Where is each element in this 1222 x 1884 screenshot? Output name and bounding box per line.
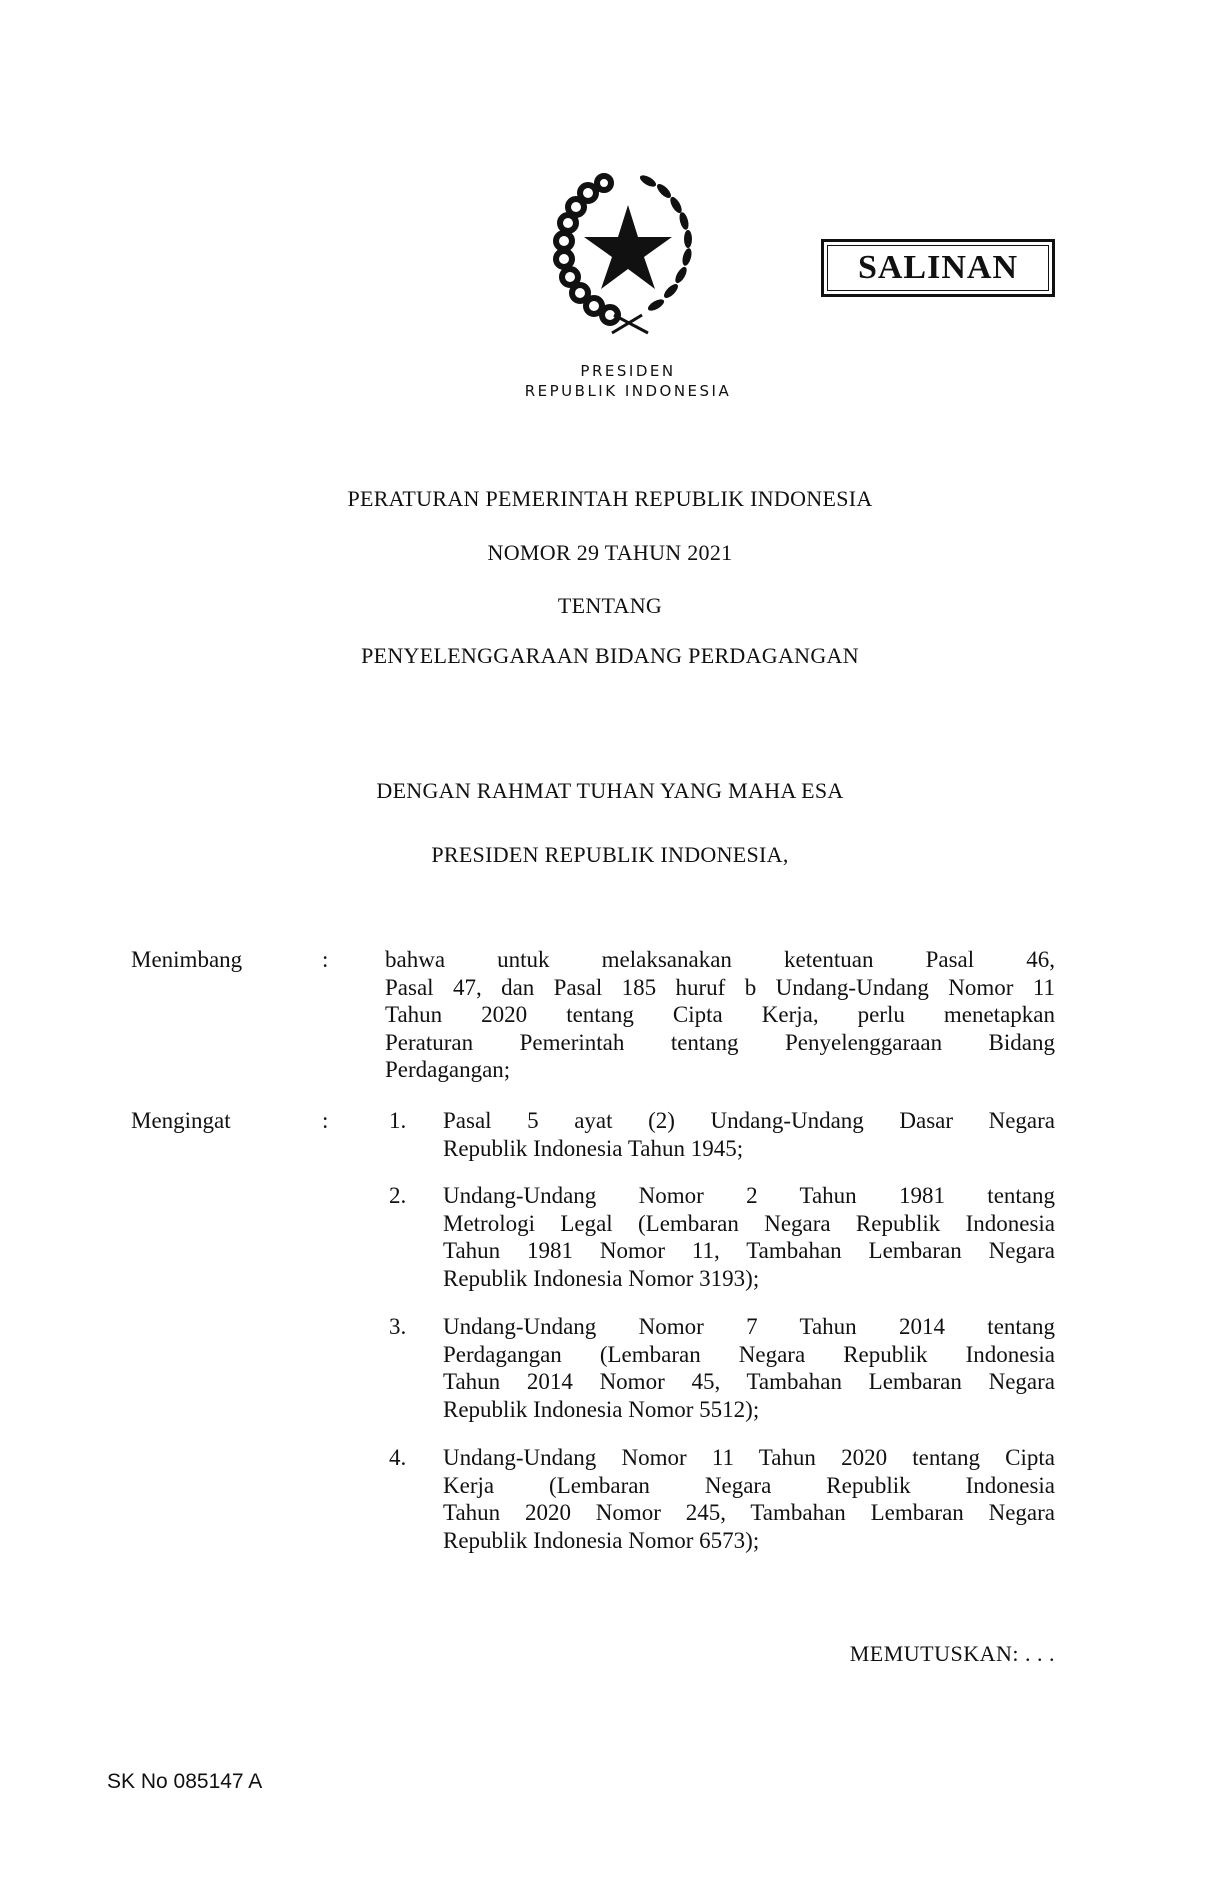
text-line: Republik Indonesia Nomor 5512); [443,1396,760,1422]
text-line: Pasal 5 ayat (2) Undang-Undang Dasar Negara [443,1108,1055,1133]
text-line: Undang-Undang Nomor 2 Tahun 1981 tentang [443,1183,1055,1208]
mengingat-label: Mengingat [131,1108,231,1133]
presidential-emblem-icon [548,165,708,337]
list-item-number: 4. [389,1445,407,1470]
text-line: Metrologi Legal (Lembaran Negara Republik Indonesia [443,1210,1055,1236]
text-line: Tahun 1981 Nomor 11, Tambahan Lembaran Negara [443,1238,1055,1263]
salinan-stamp: SALINAN [821,239,1055,297]
doc-tentang: TENTANG [557,593,663,618]
memutuskan-continuation: MEMUTUSKAN: . . . [849,1641,1055,1666]
text-line: Republik Indonesia Tahun 1945; [443,1135,744,1161]
preamble-presiden: PRESIDEN REPUBLIK INDONESIA, [431,842,789,867]
emblem-caption-republik: REPUBLIK INDONESIA [524,382,732,400]
mengingat-colon: : [322,1108,329,1133]
text-line: Tahun 2020 tentang Cipta Kerja, perlu menetapkan [385,1002,1055,1027]
menimbang-colon: : [322,947,329,972]
emblem-caption-presiden: PRESIDEN [580,362,676,380]
text-line: Perdagangan; [385,1057,511,1082]
text-line: Undang-Undang Nomor 7 Tahun 2014 tentang [443,1314,1055,1339]
preamble-rahmat: DENGAN RAHMAT TUHAN YANG MAHA ESA [376,778,844,803]
text-line: Tahun 2020 Nomor 245, Tambahan Lembaran Negara [443,1500,1055,1525]
menimbang-label: Menimbang [131,947,243,972]
doc-subject: PENYELENGGARAAN BIDANG PERDAGANGAN [361,643,859,668]
doc-number: NOMOR 29 TAHUN 2021 [487,540,733,565]
list-item-number: 3. [389,1314,407,1339]
text-line: Kerja (Lembaran Negara Republik Indonesia [443,1472,1055,1498]
list-item-number: 2. [389,1183,407,1208]
text-line: Pasal 47, dan Pasal 185 huruf b Undang-Undang Nomor 11 [385,974,1055,1000]
text-line: Perdagangan (Lembaran Negara Republik Indonesia [443,1341,1055,1367]
text-line: Undang-Undang Nomor 11 Tahun 2020 tentang Cipta [443,1445,1055,1470]
text-line: Republik Indonesia Nomor 3193); [443,1265,760,1291]
list-item-number: 1. [389,1108,407,1133]
text-line: Tahun 2014 Nomor 45, Tambahan Lembaran Negara [443,1369,1055,1394]
sk-number: SK No 085147 A [107,1770,263,1793]
text-line: Republik Indonesia Nomor 6573); [443,1527,760,1553]
doc-title: PERATURAN PEMERINTAH REPUBLIK INDONESIA [347,486,873,511]
text-line: bahwa untuk melaksanakan ketentuan Pasal 46, [385,947,1055,972]
text-line: Peraturan Pemerintah tentang Penyelenggaraan Bidang [385,1029,1055,1055]
